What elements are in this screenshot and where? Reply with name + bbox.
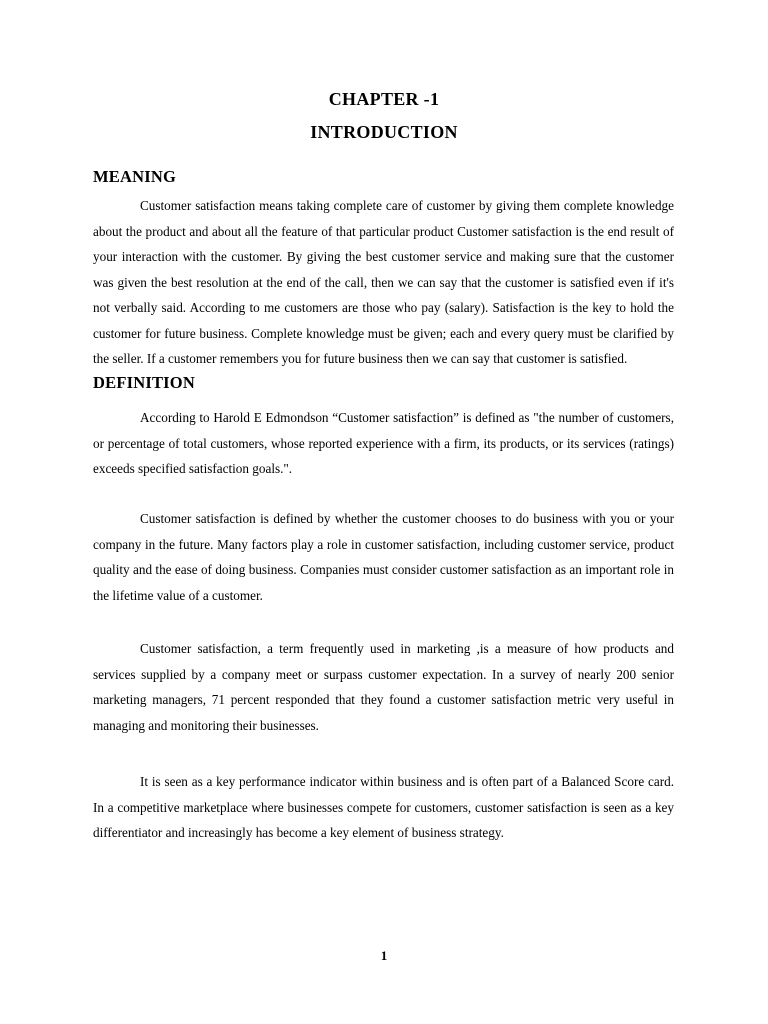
definition-paragraph-3: Customer satisfaction, a term frequently used in marketing ,is a measure of how products and services supplied by a company meet or surpass customer expectation. In a survey of nearly 200 senior marketing managers, 71 percent responded that they found a customer satisfaction metric very useful in managing and monitoring their businesses. (93, 641, 674, 733)
chapter-label: CHAPTER -1 (328, 89, 440, 109)
section-heading-meaning: MEANING (93, 167, 176, 186)
page-number: 1 (380, 948, 388, 963)
section-heading-definition: DEFINITION (93, 373, 195, 392)
definition-paragraph-4: It is seen as a key performance indicator within business and is often part of a Balanced Score card. In a competitive marketplace where businesses compete for customers, customer satisfaction is seen as a key differentiator and increasingly has become a key element of business strategy. (93, 774, 674, 840)
definition-paragraph-2: Customer satisfaction is defined by whether the customer chooses to do business with you or your company in the future. Many factors play a role in customer satisfaction, including customer service, product quality and the ease of doing business. Companies must consider customer satisfaction as an important role in the lifetime value of a customer. (93, 511, 674, 603)
meaning-paragraph: Customer satisfaction means taking complete care of customer by giving them complete knowledge about the product and about all the feature of that particular product Customer satisfaction is the end result of your interaction with the customer. By giving the best customer service and making sure that the customer was given the best resolution at the end of the call, then we can say that the customer is satisfied even if it's not verbally said. According to me customers are those who pay (salary). Satisfaction is the key to hold the customer for future business. Complete knowledge must be given; each and every query must be clarified by the seller. If a customer remembers you for future business then we can say that customer is satisfied. (93, 198, 674, 366)
definition-paragraph-1: According to Harold E Edmondson “Customer satisfaction” is defined as "the number of customers, or percentage of total customers, whose reported experience with a firm, its products, or its services (ratings) exceeds specified satisfaction goals.". (93, 410, 674, 476)
chapter-title: INTRODUCTION (310, 122, 458, 142)
